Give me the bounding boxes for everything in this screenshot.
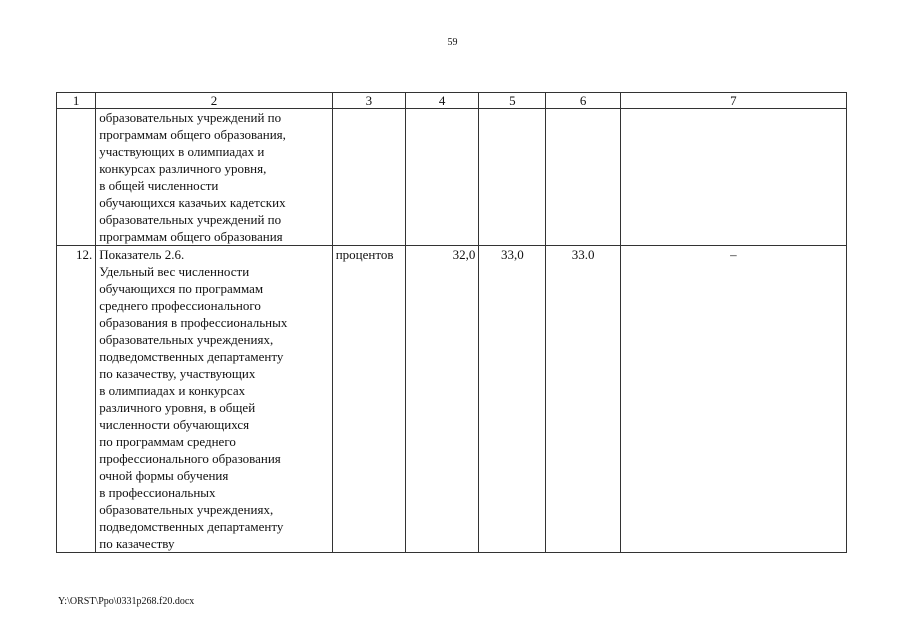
table-row — [57, 109, 847, 246]
page-number: 59 — [447, 37, 458, 48]
column-header: 6 — [546, 93, 620, 109]
description-line: профессионального образования — [99, 451, 281, 466]
description-line: в общей численности — [99, 178, 219, 193]
description-line: в олимпиадах и конкурсах — [99, 383, 246, 398]
row-unit — [332, 109, 405, 246]
row-unit: процентов — [332, 246, 405, 553]
row-number: 12. — [57, 246, 96, 553]
description-line: программам общего образования, — [99, 127, 286, 142]
table-row — [57, 246, 847, 553]
description-line: подведомственных департаменту — [99, 519, 284, 534]
column-header: 3 — [332, 93, 405, 109]
row-value-7: – — [620, 246, 846, 553]
description-line: Удельный вес численности — [99, 264, 250, 279]
description-line: программам общего образования — [99, 229, 283, 244]
description-line: по программам среднего — [99, 434, 236, 449]
column-header: 1 — [57, 93, 96, 109]
description-line: образовательных учреждениях, — [99, 332, 274, 347]
row-value-4 — [406, 109, 479, 246]
row-value-7 — [620, 109, 846, 246]
column-header: 4 — [406, 93, 479, 109]
row-value-5: 33,0 — [479, 246, 546, 553]
row-description — [96, 246, 332, 553]
row-value-6 — [546, 109, 620, 246]
description-line: участвующих в олимпиадах и — [99, 144, 265, 159]
description-line: конкурсах различного уровня, — [99, 161, 267, 176]
description-line: различного уровня, в общей — [99, 400, 256, 415]
description-line: образовательных учреждений по — [99, 110, 282, 125]
description-line: образовательных учреждениях, — [99, 502, 274, 517]
indicators-table — [56, 92, 847, 553]
description-line: обучающихся по программам — [99, 281, 264, 296]
column-header: 7 — [620, 93, 846, 109]
row-value-4: 32,0 — [406, 246, 479, 553]
footer-file-path: Y:\ORST\Ppo\0331p268.f20.docx — [58, 596, 195, 607]
description-line: численности обучающихся — [99, 417, 250, 432]
row-description — [96, 109, 332, 246]
table-header-row — [57, 93, 847, 109]
row-number — [57, 109, 96, 246]
column-header: 5 — [479, 93, 546, 109]
description-line: образования в профессиональных — [99, 315, 288, 330]
description-line: Показатель 2.6. — [99, 247, 185, 262]
description-line: среднего профессионального — [99, 298, 261, 313]
row-value-6: 33.0 — [546, 246, 620, 553]
row-value-5 — [479, 109, 546, 246]
description-line: по казачеству, участвующих — [99, 366, 256, 381]
description-line: образовательных учреждений по — [99, 212, 282, 227]
description-line: обучающихся казачьих кадетских — [99, 195, 286, 210]
description-line: в профессиональных — [99, 485, 216, 500]
description-line: по казачеству — [99, 536, 175, 551]
description-line: подведомственных департаменту — [99, 349, 284, 364]
column-header: 2 — [96, 93, 332, 109]
description-line: очной формы обучения — [99, 468, 229, 483]
